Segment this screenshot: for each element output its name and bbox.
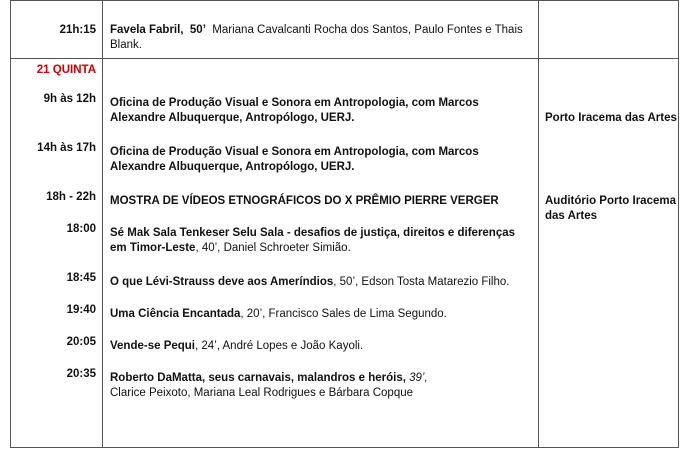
film-entry <box>110 307 532 339</box>
film-title: Favela Fabril, <box>110 24 184 36</box>
table-row <box>11 1 679 59</box>
film-credits: , 40’, Daniel Schroeter Simião. <box>195 242 351 254</box>
film-title: O que Lévi-Strauss deve aos Ameríndios <box>110 276 334 288</box>
film-duration: 39’, <box>409 372 428 384</box>
entry-time: 18:00 <box>66 223 96 235</box>
entry-time: 20:05 <box>66 336 96 348</box>
entry-time: 18:45 <box>66 272 96 284</box>
place-cell <box>539 1 679 59</box>
film-credits: Clarice Peixoto, Mariana Leal Rodrigues e Bárbara Copque <box>110 387 414 399</box>
entry-time: 19:40 <box>66 304 96 316</box>
film-duration: 50’ <box>189 24 206 36</box>
schedule-table <box>10 0 679 448</box>
time-cell <box>11 1 103 59</box>
entry-time: 18h - 22h <box>46 191 96 203</box>
entry-time: 21h:15 <box>59 24 96 36</box>
film-title: Sé Mak Sala Tenkeser Selu Sala - desafios de justiça, direitos e diferenças em Timor-Leste <box>110 227 516 254</box>
film-title: Roberto DaMatta, seus carnavais, malandros e heróis, <box>110 372 406 384</box>
entry-time: 20:35 <box>66 368 96 380</box>
workshop-description: Oficina de Produção Visual e Sonora em Antropologia, com Marcos Alexandre Albuquerque, Antropólogo, UERJ. <box>110 97 479 124</box>
table-row <box>11 59 679 448</box>
film-entry <box>110 371 532 401</box>
film-title: Uma Ciência Encantada <box>110 308 241 320</box>
description-cell <box>103 1 539 59</box>
film-entry <box>110 275 532 307</box>
workshop-description: Oficina de Produção Visual e Sonora em Antropologia, com Marcos Alexandre Albuquerque, Antropólogo, UERJ. <box>110 146 479 173</box>
film-entry <box>110 339 532 371</box>
film-entry <box>110 226 532 275</box>
showcase-title: MOSTRA DE VÍDEOS ETNOGRÁFICOS DO X PRÊMIO PIERRE VERGER <box>110 195 499 207</box>
film-credits: Mariana Cavalcanti Rocha dos Santos, Paulo Fontes e Thais Blank. <box>110 24 523 51</box>
entry-time: 14h às 17h <box>37 142 96 154</box>
venue-name: Porto Iracema das Artes <box>545 112 677 124</box>
entry-time: 9h às 12h <box>43 93 96 105</box>
film-title: Vende-se Pequi <box>110 340 196 352</box>
day-label: 21 QUINTA <box>36 64 96 76</box>
film-credits: , 50’, Edson Tosta Matarezio Filho. <box>333 276 510 288</box>
film-credits: , 20’, Francisco Sales de Lima Segundo. <box>240 308 447 320</box>
venue-name: Auditório Porto Iracema das Artes <box>545 195 676 222</box>
description-cell <box>103 59 539 448</box>
film-credits: , 24’, André Lopes e João Kayoli. <box>195 340 364 352</box>
place-cell <box>539 59 679 448</box>
time-cell <box>11 59 103 448</box>
